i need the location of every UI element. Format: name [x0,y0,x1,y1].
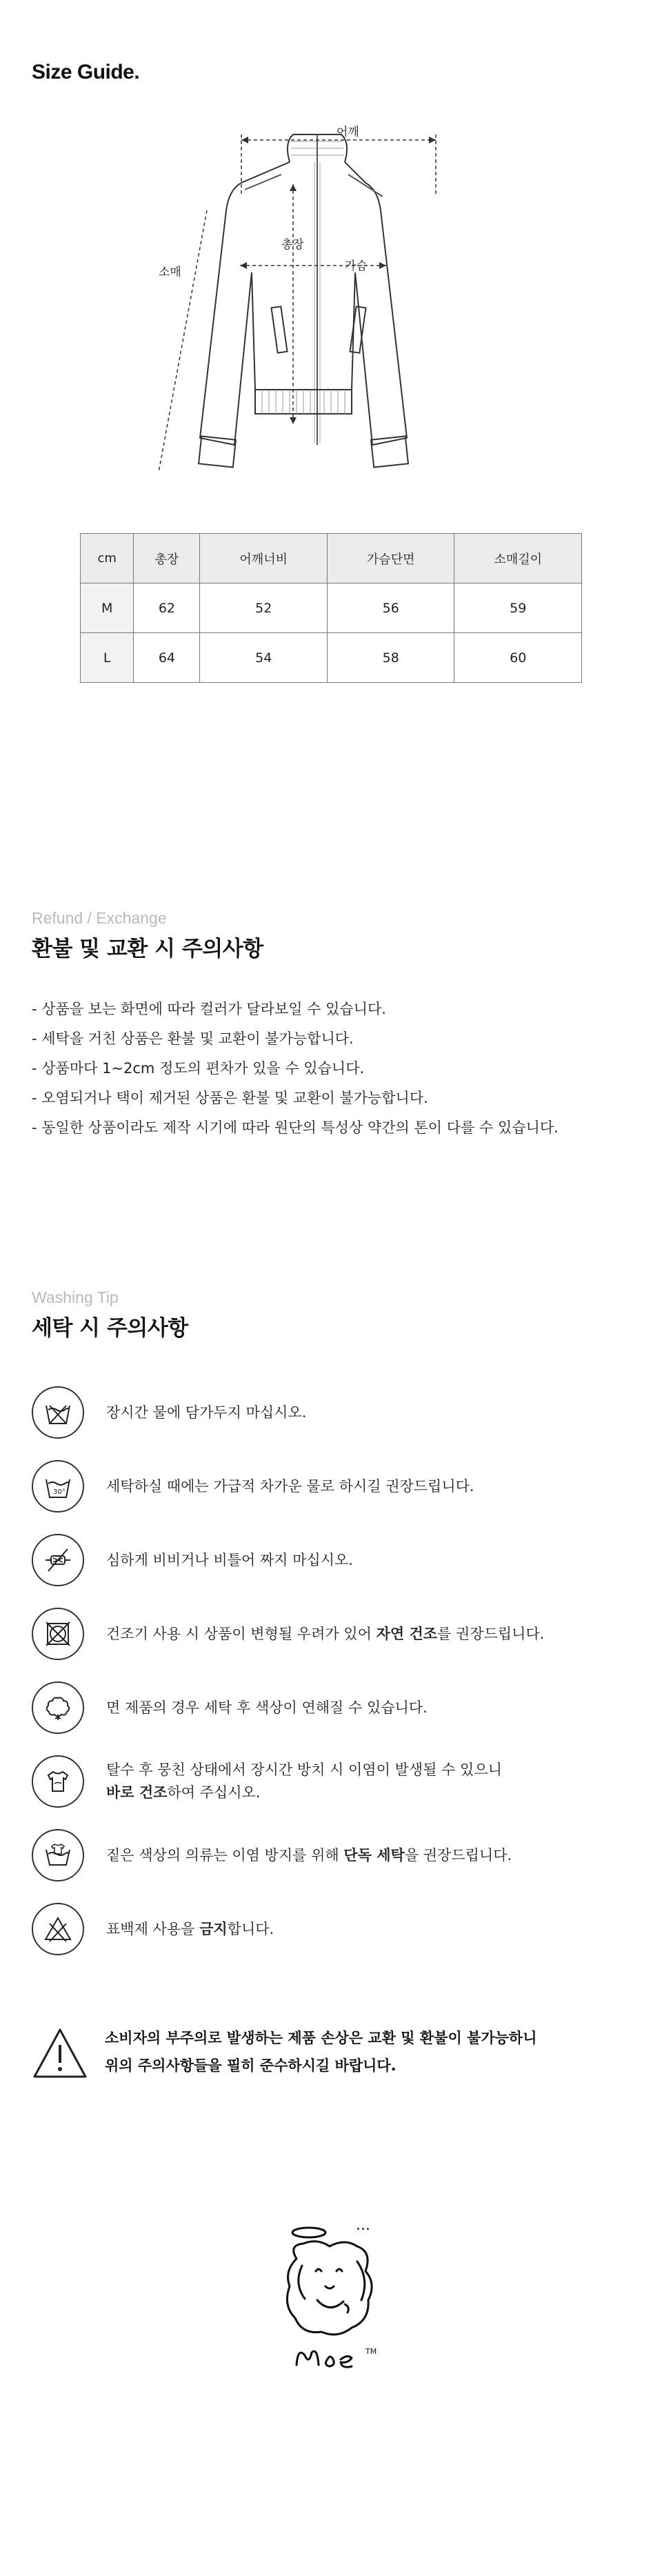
washing-tip [32,1386,625,1441]
table-cell: 54 [200,633,328,683]
tip-text: 면 제품의 경우 세탁 후 색상이 연해질 수 있습니다. [106,1699,428,1716]
tip-text: 를 권장드립니다. [437,1625,545,1642]
washing-title: 세탁 시 주의사항 [32,1316,188,1341]
washing-tip [32,1829,625,1884]
warning-line: 위의 주의사항들을 필히 준수하시길 바랍니다. [105,2057,397,2074]
list-item: - 동일한 상품이라도 제작 시기에 따라 원단의 특성상 약간의 톤이 다를 수 있습니다. [32,1119,559,1136]
label-total-length: 총장 [281,238,304,252]
refund-notes [32,995,559,1143]
separate-wash-icon [32,1829,84,1881]
cotton-icon [32,1681,84,1734]
tip-emphasis: 단독 세탁 [343,1846,405,1864]
header-cell: 소매길이 [454,534,582,583]
jacket-diagram [138,114,469,486]
shirt-dry-icon [32,1755,84,1808]
tip-text: 심하게 비비거나 비틀어 짜지 마십시오. [106,1551,353,1568]
size-label: L [81,633,134,683]
warning-line: 소비자의 부주의로 발생하는 제품 손상은 교환 및 환불이 불가능하니 [105,2030,537,2046]
size-label: M [81,583,134,633]
table-row [81,583,582,633]
washing-tip [32,1608,625,1663]
no-wring-icon [32,1534,84,1586]
washing-tip [32,1681,625,1737]
washing-tip [32,1534,625,1589]
tip-text: 세탁하실 때에는 가급적 차가운 물로 하시길 권장드립니다. [106,1477,474,1495]
logo-dots: ... [356,2217,370,2234]
list-item: - 세탁을 거친 상품은 환불 및 교환이 불가능합니다. [32,1030,354,1047]
table-cell: 52 [200,583,328,633]
table-cell: 62 [134,583,200,633]
tip-text: 합니다. [227,1920,274,1937]
header-cell: 어깨너비 [200,534,328,583]
header-cell: cm [81,534,134,583]
table-row [81,633,582,683]
tip-emphasis: 자연 건조 [376,1625,438,1642]
refund-title: 환불 및 교환 시 주의사항 [32,937,263,961]
tip-emphasis: 바로 건조 [106,1784,168,1801]
table-cell: 58 [327,633,454,683]
table-cell: 56 [327,583,454,633]
washing-tip [32,1460,625,1515]
header-cell: 가슴단면 [327,534,454,583]
label-sleeve: 소매 [159,266,181,279]
moe-logo [269,2217,393,2383]
tip-text: 건조기 사용 시 상품이 변형될 우려가 있어 [106,1625,377,1642]
no-bleach-icon [32,1903,84,1955]
list-item: - 상품을 보는 화면에 따라 컬러가 달라보일 수 있습니다. [32,1001,386,1017]
washing-tip [32,1903,625,1958]
tip-text: 하여 주십시오. [167,1784,261,1801]
tip-text: 표백제 사용을 [106,1920,200,1937]
label-chest: 가슴 [345,259,368,273]
tip-text: 을 권장드립니다. [404,1846,512,1864]
warning-notice [32,2024,639,2100]
size-guide-title: Size Guide. [32,61,140,83]
tip-text: 장시간 물에 담가두지 마십시오. [106,1404,307,1421]
tip-emphasis: 금지 [199,1920,228,1937]
no-tumble-dry-icon [32,1608,84,1660]
header-cell: 총장 [134,534,200,583]
list-item: - 오염되거나 택이 제거된 상품은 환불 및 교환이 불가능합니다. [32,1090,428,1106]
table-cell: 60 [454,633,582,683]
no-soak-icon [32,1386,84,1439]
warning-icon [32,2027,88,2079]
tip-text: 짙은 색상의 의류는 이염 방지를 위해 [106,1846,344,1864]
table-cell: 59 [454,583,582,633]
list-item: - 상품마다 1~2cm 정도의 편차가 있을 수 있습니다. [32,1060,365,1077]
tip-text: 탈수 후 뭉친 상태에서 장시간 방치 시 이염이 발생될 수 있으니 [106,1761,502,1778]
cold-wash-icon [32,1460,84,1512]
washing-tip [32,1755,625,1810]
logo-trademark: TM [365,2347,377,2356]
washing-subtitle: Washing Tip [32,1288,119,1306]
table-cell: 64 [134,633,200,683]
size-table [80,533,582,683]
refund-subtitle: Refund / Exchange [32,909,167,927]
size-table-header-row [81,534,582,583]
label-shoulder: 어깨 [337,126,359,139]
wash-temp-label: 30° [53,1488,66,1496]
